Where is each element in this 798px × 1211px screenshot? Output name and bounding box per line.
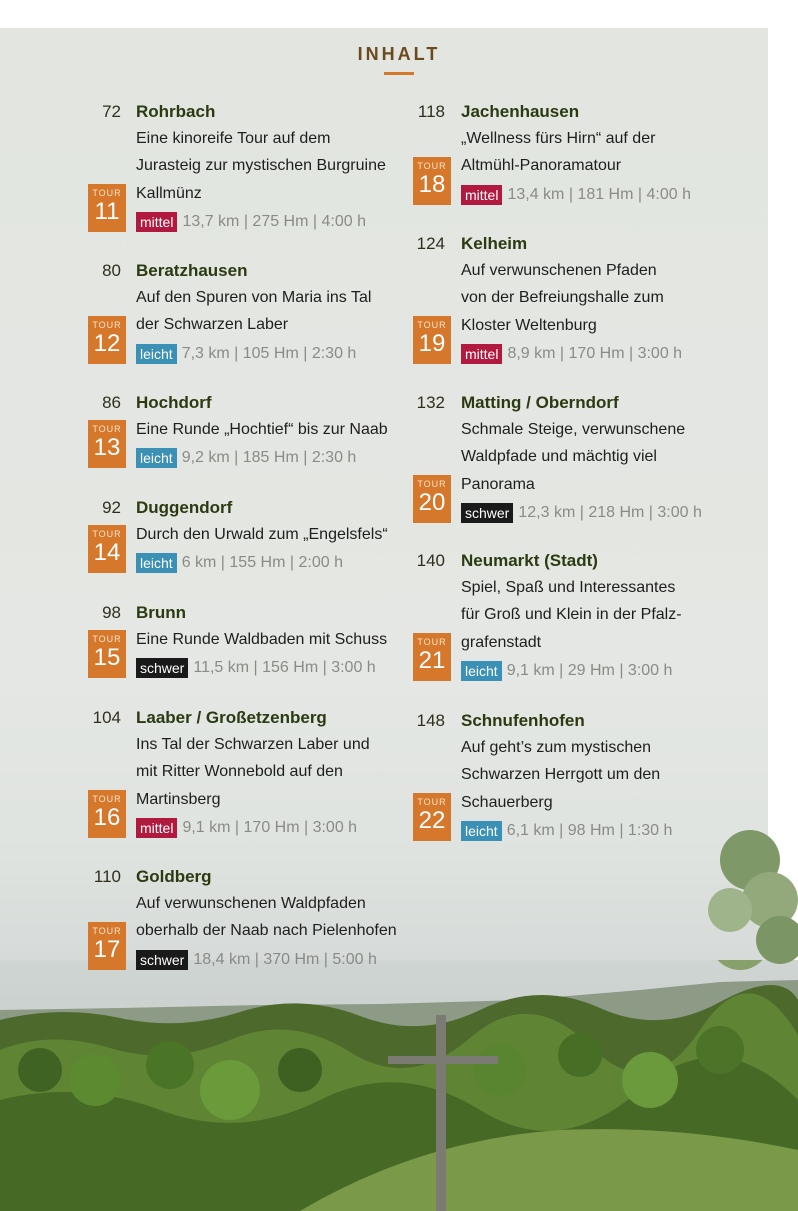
- tour-description-line: von der Befreiungshalle zum: [461, 289, 664, 306]
- tour-number: 13: [93, 434, 121, 461]
- tour-title[interactable]: Matting / Oberndorf: [461, 393, 619, 412]
- difficulty-badge: mittel: [461, 344, 502, 364]
- distance-elevation-duration: 13,7 km | 275 Hm | 4:00 h: [182, 213, 366, 230]
- page-number[interactable]: 118: [417, 102, 445, 121]
- tour-description-line: Auf verwunschenen Waldpfaden: [136, 894, 366, 912]
- tour-title[interactable]: Duggendorf: [136, 498, 233, 517]
- tour-label: TOUR: [417, 160, 447, 171]
- tour-number: 11: [94, 198, 120, 225]
- difficulty-badge: schwer: [136, 950, 188, 970]
- tour-description-line: Eine Runde „Hochtief“ bis zur Naab: [136, 420, 388, 438]
- page-number[interactable]: 80: [102, 261, 121, 280]
- tour-number: 21: [418, 647, 446, 674]
- tour-description-line: Schauerberg: [461, 793, 553, 811]
- tour-number: 15: [93, 644, 121, 671]
- tour-stats: [461, 661, 672, 681]
- tour-description-line: Schwarzen Herrgott um den: [461, 766, 661, 783]
- distance-elevation-duration: 7,3 km | 105 Hm | 2:30 h: [181, 344, 357, 362]
- tour-title[interactable]: Jachenhausen: [461, 102, 580, 121]
- tour-stats: [461, 503, 702, 523]
- tour-description-line: Kloster Weltenburg: [461, 316, 597, 334]
- tour-label: TOUR: [92, 424, 122, 434]
- tour-description-line: grafenstadt: [461, 633, 542, 651]
- tour-title[interactable]: Rohrbach: [136, 102, 216, 121]
- tour-number: 18: [418, 170, 446, 198]
- tour-description-line: Jurasteig zur mystischen Burgruine: [136, 157, 386, 174]
- tour-number: 17: [93, 935, 121, 963]
- tour-label: TOUR: [417, 637, 447, 647]
- tour-description-line: Eine Runde Waldbaden mit Schuss: [136, 630, 388, 648]
- tour-number-badge[interactable]: [88, 184, 126, 232]
- page-number[interactable]: 86: [102, 393, 121, 412]
- tour-title[interactable]: Beratzhausen: [136, 261, 248, 280]
- tour-stats: [461, 185, 691, 205]
- tour-title[interactable]: Brunn: [136, 603, 187, 622]
- page-number[interactable]: 124: [416, 234, 445, 253]
- difficulty-badge: mittel: [136, 212, 177, 232]
- tour-stats: [136, 818, 357, 838]
- tour-title[interactable]: Kelheim: [461, 234, 528, 253]
- difficulty-badge: schwer: [461, 503, 513, 523]
- distance-elevation-duration: 6 km | 155 Hm | 2:00 h: [181, 554, 343, 571]
- tour-description-line: Spiel, Spaß und Interessantes: [461, 578, 676, 596]
- page-number[interactable]: 104: [92, 708, 121, 727]
- distance-elevation-duration: 9,1 km | 170 Hm | 3:00 h: [182, 819, 358, 836]
- tour-number-badge[interactable]: [413, 793, 451, 841]
- tour-description-line: oberhalb der Naab nach Pielenhofen: [136, 922, 397, 939]
- difficulty-badge: leicht: [136, 448, 177, 468]
- distance-elevation-duration: 12,3 km | 218 Hm | 3:00 h: [518, 504, 702, 521]
- tour-stats: [136, 553, 343, 573]
- distance-elevation-duration: 8,9 km | 170 Hm | 3:00 h: [507, 345, 683, 362]
- tour-title[interactable]: Neumarkt (Stadt): [461, 551, 598, 570]
- tour-description-line: Durch den Urwald zum „Engelsfels“: [136, 525, 388, 543]
- tour-description-line: Altmühl-Panoramatour: [461, 157, 622, 174]
- tour-stats: [136, 212, 366, 232]
- tour-label: TOUR: [92, 319, 122, 330]
- tour-description-line: Panorama: [461, 475, 535, 493]
- difficulty-badge: mittel: [136, 818, 177, 838]
- title-underline: [384, 72, 414, 75]
- page-title: INHALT: [357, 44, 441, 64]
- tour-stats: [461, 821, 672, 841]
- tour-number: 12: [93, 329, 121, 357]
- tour-description-line: Auf den Spuren von Maria ins Tal: [136, 288, 372, 306]
- page-number[interactable]: 92: [102, 498, 121, 517]
- difficulty-badge: leicht: [136, 344, 177, 364]
- tour-number-badge[interactable]: [413, 316, 451, 364]
- tour-description-line: mit Ritter Wonnebold auf den: [136, 763, 343, 780]
- tour-number: 16: [93, 804, 121, 831]
- tour-number: 20: [418, 489, 446, 516]
- tour-label: TOUR: [417, 479, 447, 489]
- tour-number-badge[interactable]: [88, 420, 126, 468]
- tour-description-line: Eine kinoreife Tour auf dem: [136, 129, 331, 147]
- tour-label: TOUR: [92, 794, 122, 804]
- tour-number-badge[interactable]: [88, 525, 126, 573]
- tour-number-badge[interactable]: [88, 316, 126, 364]
- difficulty-badge: schwer: [136, 658, 188, 678]
- distance-elevation-duration: 6,1 km | 98 Hm | 1:30 h: [506, 822, 673, 839]
- contents-heading: [0, 44, 798, 65]
- tour-stats: [136, 950, 377, 970]
- tour-label: TOUR: [92, 634, 122, 644]
- tour-label: TOUR: [92, 925, 122, 936]
- difficulty-badge: leicht: [136, 553, 177, 573]
- tour-number-badge[interactable]: [413, 633, 451, 681]
- distance-elevation-duration: 13,4 km | 181 Hm | 4:00 h: [507, 185, 691, 203]
- tour-number: 22: [418, 807, 446, 834]
- tour-number: 19: [418, 330, 446, 357]
- distance-elevation-duration: 9,2 km | 185 Hm | 2:30 h: [181, 449, 357, 466]
- page-number[interactable]: 140: [416, 551, 445, 570]
- tour-stats: [136, 658, 376, 678]
- tour-number: 14: [93, 539, 121, 566]
- page-number[interactable]: 148: [416, 711, 445, 730]
- tour-number-badge[interactable]: [88, 630, 126, 678]
- tour-description-line: der Schwarzen Laber: [136, 316, 289, 333]
- tour-title[interactable]: Hochdorf: [136, 393, 212, 412]
- difficulty-badge: leicht: [461, 661, 502, 681]
- tour-description-line: Auf verwunschenen Pfaden: [461, 261, 657, 279]
- tour-description-line: Ins Tal der Schwarzen Laber und: [136, 735, 370, 753]
- difficulty-badge: leicht: [461, 821, 502, 841]
- tree-top-right: [690, 820, 798, 970]
- distance-elevation-duration: 18,4 km | 370 Hm | 5:00 h: [193, 950, 377, 968]
- tour-description-line: Waldpfade und mächtig viel: [461, 448, 657, 465]
- distance-elevation-duration: 9,1 km | 29 Hm | 3:00 h: [506, 662, 673, 679]
- tour-title[interactable]: Schnufenhofen: [461, 711, 585, 730]
- tour-label: TOUR: [92, 188, 122, 198]
- tour-description-line: für Groß und Klein in der Pfalz-: [461, 606, 682, 623]
- distance-elevation-duration: 11,5 km | 156 Hm | 3:00 h: [193, 659, 376, 676]
- tour-description-line: Kallmünz: [136, 184, 202, 202]
- tour-description-line: Auf geht’s zum mystischen: [461, 738, 652, 756]
- tour-number-badge[interactable]: [88, 922, 126, 970]
- tour-number-badge[interactable]: [413, 157, 451, 205]
- tour-stats: [461, 344, 682, 364]
- tour-label: TOUR: [417, 797, 447, 807]
- page-number[interactable]: 72: [102, 102, 121, 121]
- tour-stats: [136, 448, 356, 468]
- page-number[interactable]: 132: [416, 393, 445, 412]
- tour-number-badge[interactable]: [88, 790, 126, 838]
- tour-title[interactable]: Goldberg: [136, 867, 212, 886]
- page-number[interactable]: 98: [102, 603, 121, 622]
- tour-title[interactable]: Laaber / Großetzenberg: [136, 708, 327, 727]
- difficulty-badge: mittel: [461, 185, 502, 205]
- page-number[interactable]: 110: [93, 867, 121, 886]
- landscape-photo: [0, 960, 798, 1211]
- tour-description-line: Schmale Steige, verwunschene: [461, 420, 686, 438]
- tour-stats: [136, 344, 356, 364]
- tour-description-line: „Wellness fürs Hirn“ auf der: [461, 129, 656, 147]
- tour-label: TOUR: [92, 529, 122, 539]
- tour-label: TOUR: [417, 320, 447, 330]
- tour-description-line: Martinsberg: [136, 790, 221, 808]
- tour-number-badge[interactable]: [413, 475, 451, 523]
